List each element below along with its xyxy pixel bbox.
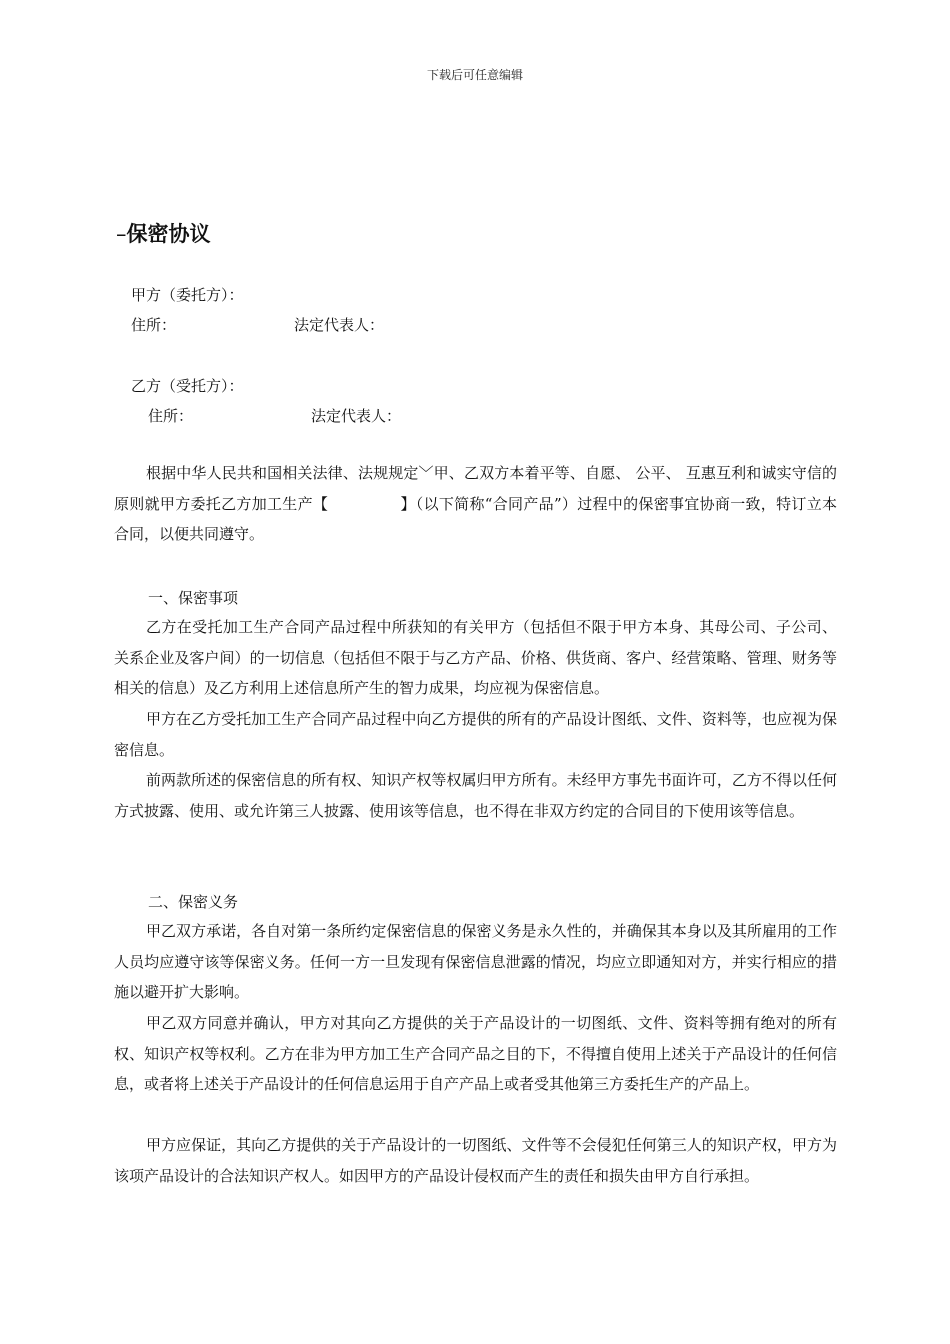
party-b-address-label: 住所： <box>148 407 194 425</box>
section1-paragraph-2: 甲方在乙方受托加工生产合同产品过程中向乙方提供的所有的产品设计图纸、文件、资料等，也应视为保密信息。 <box>114 710 837 759</box>
section2-paragraph-2: 甲乙双方同意并确认，甲方对其向乙方提供的关于产品设计的一切图纸、文件、资料等拥有绝对的所有权、知识产权等权利。乙方在非为甲方加工生产合同产品之目的下，不得擅自使用上述关于产品设计的任何信息，或者将上述关于产品设计的任何信息运用于自产产品上或者受其他第三方委托生产的产品上。 <box>114 1014 837 1093</box>
party-a-rep-label: 法定代表人： <box>294 316 385 334</box>
title-dash: – <box>116 222 127 246</box>
intro-text-before: 根据中华人民共和国相关法律、法规规定﹀甲、乙双方本着平等、自愿、 公平、 互惠互利和诚实守信的原则就甲方委托乙方加工生产【 <box>114 464 837 513</box>
title-text: 保密协议 <box>126 222 211 246</box>
document-title <box>116 218 211 248</box>
intro-paragraph <box>114 458 837 550</box>
party-a-label: 甲方（委托方）： <box>131 286 244 304</box>
section1-heading: 一、保密事项 <box>148 589 239 607</box>
intro-text-after: 】（以下简称“合同产品”）过程中的保密事宜协商一致，特订立本合同，以便共同遵守。 <box>114 494 837 543</box>
section2-paragraph-1: 甲乙双方承诺，各自对第一条所约定保密信息的保密义务是永久性的，并确保其本身以及其所雇用的工作人员均应遵守该等保密义务。任何一方一旦发现有保密信息泄露的情况，均应立即通知对方，并实行相应的措施以避开扩大影响。 <box>114 922 837 1001</box>
party-a-address-label: 住所： <box>131 316 177 334</box>
page-header: 下载后可任意编辑 <box>426 68 523 82</box>
section1-paragraph-3: 前两款所述的保密信息的所有权、知识产权等权属归甲方所有。未经甲方事先书面许可，乙方不得以任何方式披露、使用、或允许第三人披露、使用该等信息，也不得在非双方约定的合同目的下使用该等信息。 <box>114 771 837 820</box>
section2-heading: 二、保密义务 <box>148 893 239 911</box>
section1-paragraph-1: 乙方在受托加工生产合同产品过程中所获知的有关甲方（包括但不限于甲方本身、其母公司、子公司、 关系企业及客户间）的一切信息（包括但不限于与乙方产品、价格、供货商、客户、经营策略、管理、财务等相关的信息）及乙方利用上述信息所产生的智力成果，均应视为保密信息。 <box>114 618 837 697</box>
party-b-label: 乙方（受托方）： <box>131 377 244 395</box>
party-b-rep-label: 法定代表人： <box>311 407 402 425</box>
section2-paragraph-3: 甲方应保证，其向乙方提供的关于产品设计的一切图纸、文件等不会侵犯任何第三人的知识产权，甲方为该项产品设计的合法知识产权人。如因甲方的产品设计侵权而产生的责任和损失由甲方自行承担。 <box>114 1136 837 1185</box>
